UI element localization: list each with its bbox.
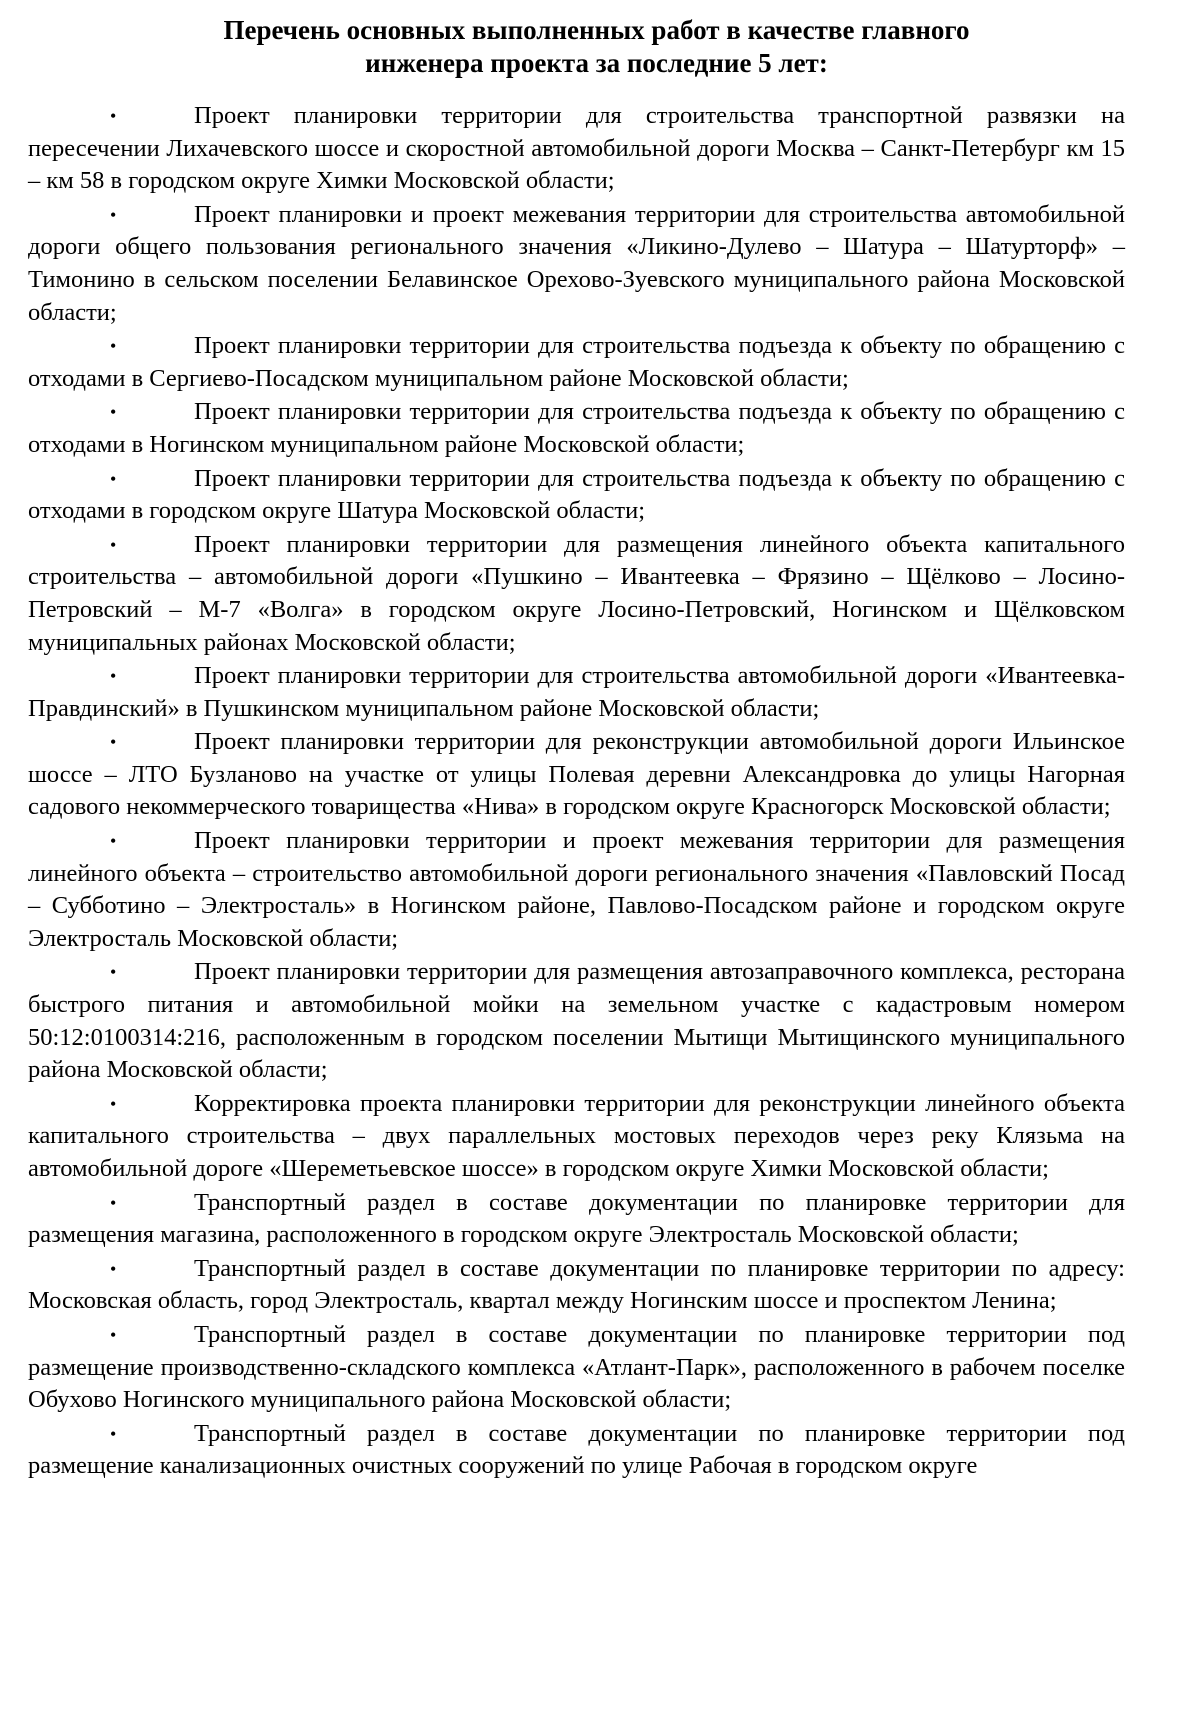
list-item <box>28 1088 1125 1186</box>
bullet-icon: • <box>110 204 117 225</box>
bullet-icon: • <box>110 402 117 423</box>
list-item-text: Транспортный раздел в составе документации по планировке территории под размещение канализационных очистных сооружений по улице Рабочая в городском округе <box>28 1419 1125 1480</box>
list-item-text: Проект планировки территории для строительства подъезда к объекту по обращению с отходами в Ногинском муниципальном районе Московской области; <box>28 398 1125 458</box>
list-item <box>28 1418 1125 1483</box>
list-item <box>28 396 1125 461</box>
list-item-text: Проект планировки территории для строительства транспортной развязки на пересечении Лихачевского шоссе и скоростной автомобильной дороги Москва – Санкт-Петербург км 15 – км 58 в городском округе Химки Московской области; <box>28 102 1125 195</box>
bullet-icon: • <box>110 666 117 687</box>
list-item <box>28 529 1125 659</box>
title-line-2: инженера проекта за последние 5 лет: <box>365 48 828 78</box>
list-item-text: Проект планировки территории и проект межевания территории для размещения линейного объекта – строительство автомобильной дороги регионального значения «Павловский Посад – Субботино – Электросталь» в Ногинском районе, Павлово-Посадском районе и городском округе Электросталь Московской области; <box>28 827 1125 952</box>
list-item <box>28 199 1125 329</box>
list-item-text: Проект планировки территории для строительства подъезда к объекту по обращению с отходами в Сергиево-Посадском муниципальном районе Московской области; <box>28 332 1125 392</box>
bullet-icon: • <box>110 962 117 983</box>
bullet-icon: • <box>110 534 117 555</box>
list-item <box>28 1253 1125 1318</box>
list-item-text: Корректировка проекта планировки территории для реконструкции линейного объекта капитального строительства – двух параллельных мостовых переходов через реку Клязьма на автомобильной дороге «Шереметьевское шоссе» в городском округе Химки Московской области; <box>28 1089 1125 1182</box>
list-item-text: Проект планировки территории для реконструкции автомобильной дороги Ильинское шоссе – ЛТО Бузланово на участке от улицы Полевая деревни Александровка до улицы Нагорная садового некоммерческого товарищества «Нива» в городском округе Красногорск Московской области; <box>28 728 1125 821</box>
list-item <box>28 956 1125 1086</box>
list-item-text: Проект планировки территории для размещения автозаправочного комплекса, ресторана быстрого питания и автомобильной мойки на земельном участке с кадастровым номером 50:12:0100314:216, расположенным в городском поселении Мытищи Мытищинского муниципального района Московской области; <box>28 958 1125 1084</box>
document-title <box>28 14 1125 80</box>
bullet-icon: • <box>110 468 117 489</box>
list-item-text: Проект планировки территории для строительства подъезда к объекту по обращению с отходами в городском округе Шатура Московской области; <box>28 464 1125 525</box>
bullet-icon: • <box>110 1258 117 1279</box>
list-item <box>28 100 1125 198</box>
list-item <box>28 660 1125 725</box>
document-page <box>28 14 1125 1484</box>
list-item <box>28 1319 1125 1417</box>
bullet-icon: • <box>110 1423 117 1444</box>
bullet-icon: • <box>110 336 117 357</box>
list-item-text: Транспортный раздел в составе документации по планировке территории для размещения магазина, расположенного в городском округе Электросталь Московской области; <box>28 1188 1125 1249</box>
list-item <box>28 825 1125 955</box>
bullet-icon: • <box>110 732 117 753</box>
bullet-icon: • <box>110 1093 117 1114</box>
list-item <box>28 1187 1125 1252</box>
bullet-icon: • <box>110 1192 117 1213</box>
list-item-text: Транспортный раздел в составе документации по планировке территории под размещение производственно-складского комплекса «Атлант-Парк», расположенного в рабочем поселке Обухово Ногинского муниципального района Московской области; <box>28 1320 1125 1414</box>
works-list <box>28 100 1125 1483</box>
bullet-icon: • <box>110 106 117 126</box>
list-item <box>28 330 1125 395</box>
bullet-icon: • <box>110 831 117 852</box>
list-item-text: Транспортный раздел в составе документации по планировке территории по адресу: Московская область, город Электросталь, квартал между Ногинским шоссе и проспектом Ленина; <box>28 1254 1125 1315</box>
list-item <box>28 726 1125 824</box>
list-item-text: Проект планировки территории для размещения линейного объекта капитального строительства – автомобильной дороги «Пушкино – Ивантеевка – Фрязино – Щёлково – Лосино-Петровский – М-7 «Волга» в городском округе Лосино-Петровский, Ногинском и Щёлковском муниципальных районах Московской области; <box>28 530 1125 656</box>
list-item-text: Проект планировки и проект межевания территории для строительства автомобильной дороги общего пользования регионального значения «Ликино-Дулево – Шатура – Шатурторф» – Тимонино в сельском поселении Белавинское Орехово-Зуевского муниципального района Московской области; <box>28 200 1125 326</box>
list-item-text: Проект планировки территории для строительства автомобильной дороги «Ивантеевка-Правдинский» в Пушкинском муниципальном районе Московской области; <box>28 662 1125 722</box>
title-line-1: Перечень основных выполненных работ в качестве главного <box>223 15 970 45</box>
bullet-icon: • <box>110 1324 117 1345</box>
list-item <box>28 463 1125 528</box>
